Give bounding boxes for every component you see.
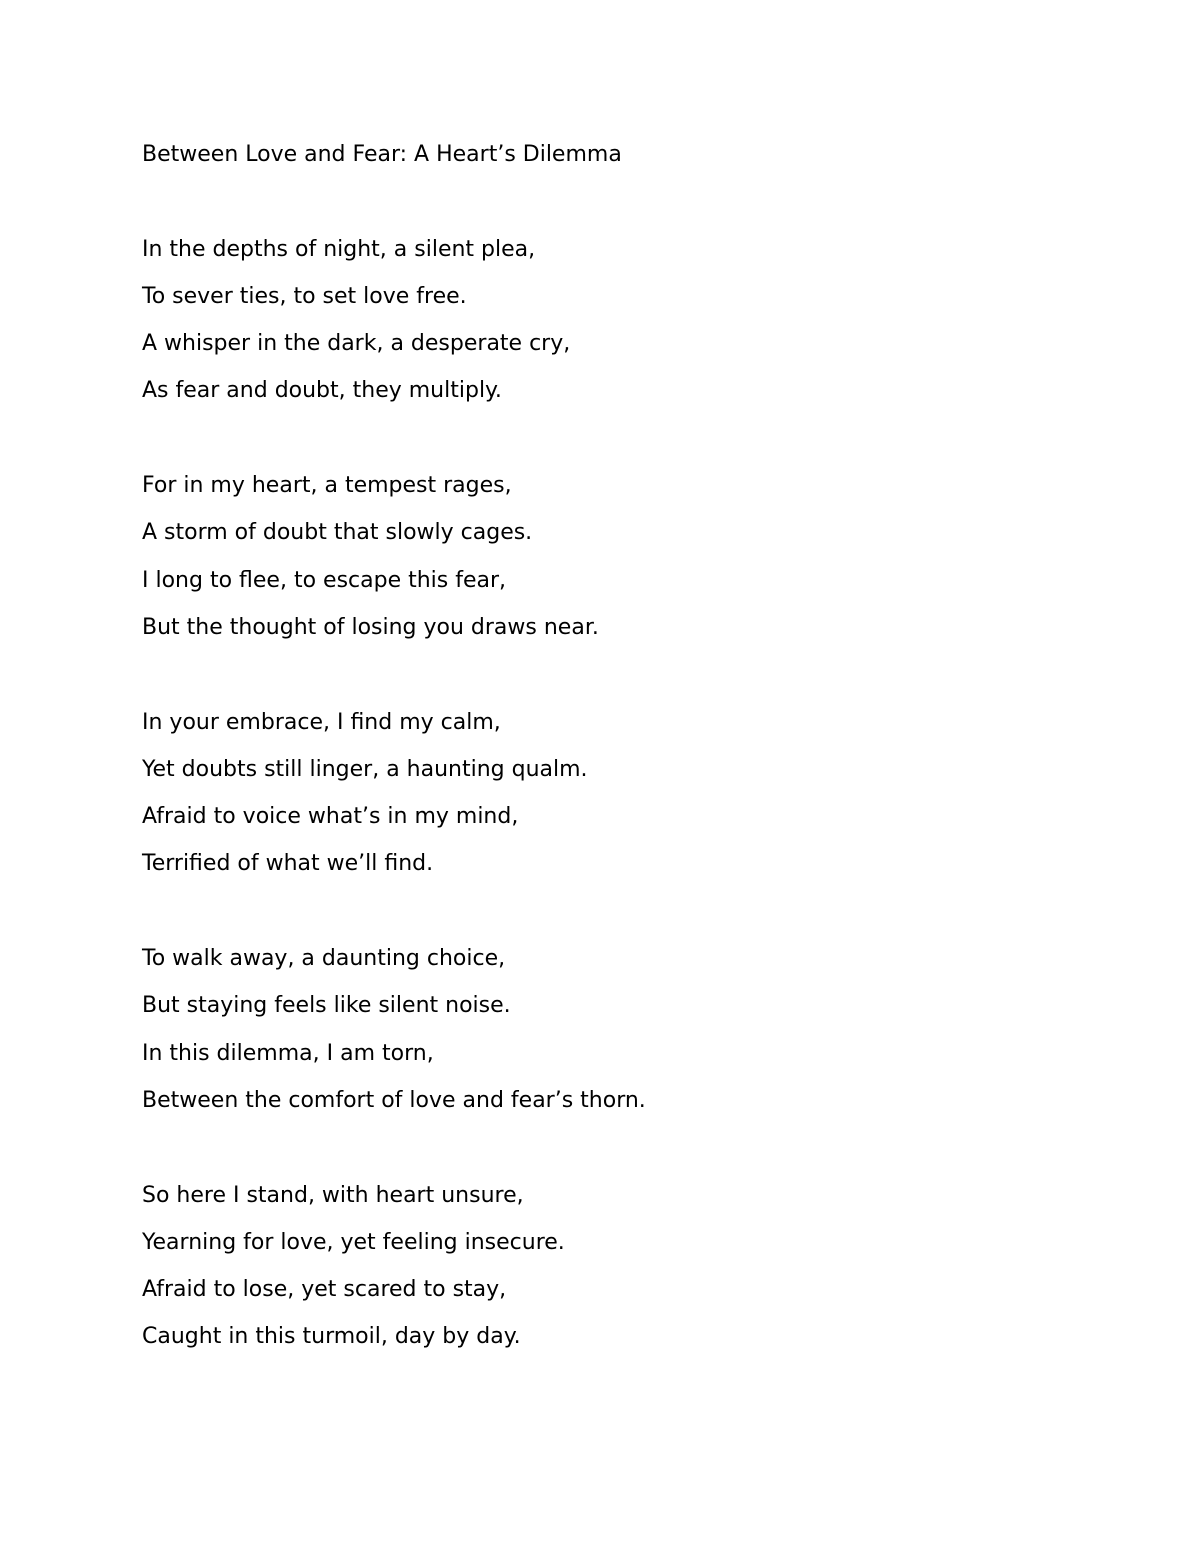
poem-line: I long to flee, to escape this fear, xyxy=(142,567,507,593)
poem-line: A whisper in the dark, a desperate cry, xyxy=(142,331,571,357)
stanza-4 xyxy=(142,944,1122,1133)
poem-line: Between the comfort of love and fear’s thorn. xyxy=(142,1087,646,1113)
poem-line: But staying feels like silent noise. xyxy=(142,993,511,1019)
poem-line: As fear and doubt, they multiply. xyxy=(142,378,502,404)
poem-line: So here I stand, with heart unsure, xyxy=(142,1182,524,1208)
poem-line: To sever ties, to set love free. xyxy=(142,283,467,309)
stanza-1 xyxy=(142,235,1122,424)
stanza-5 xyxy=(142,1181,1122,1370)
poem-line: In your embrace, I find my calm, xyxy=(142,709,501,735)
blank-line xyxy=(142,1133,1122,1180)
blank-line xyxy=(142,424,1122,471)
poem-line: To walk away, a daunting choice, xyxy=(142,946,506,972)
poem-line: In the depths of night, a silent plea, xyxy=(142,236,536,262)
poem-line: For in my heart, a tempest rages, xyxy=(142,473,512,499)
poem-line: In this dilemma, I am torn, xyxy=(142,1040,434,1066)
poem-title: Between Love and Fear: A Heart’s Dilemma xyxy=(142,142,622,167)
poem-line: Terrified of what we’ll find. xyxy=(142,851,434,877)
blank-line xyxy=(142,660,1122,707)
poem-line: Afraid to lose, yet scared to stay, xyxy=(142,1277,507,1303)
stanza-2 xyxy=(142,471,1122,660)
blank-line xyxy=(142,187,1122,234)
poem-line: Yearning for love, yet feeling insecure. xyxy=(142,1229,565,1255)
poem-body xyxy=(142,140,1122,1370)
poem-line: Yet doubts still linger, a haunting qualm. xyxy=(142,756,588,782)
poem-line: Afraid to voice what’s in my mind, xyxy=(142,804,519,830)
stanza-3 xyxy=(142,708,1122,897)
poem-line: Caught in this turmoil, day by day. xyxy=(142,1324,521,1350)
blank-line xyxy=(142,897,1122,944)
poem-line: A storm of doubt that slowly cages. xyxy=(142,520,533,546)
poem-line: But the thought of losing you draws near. xyxy=(142,614,599,640)
